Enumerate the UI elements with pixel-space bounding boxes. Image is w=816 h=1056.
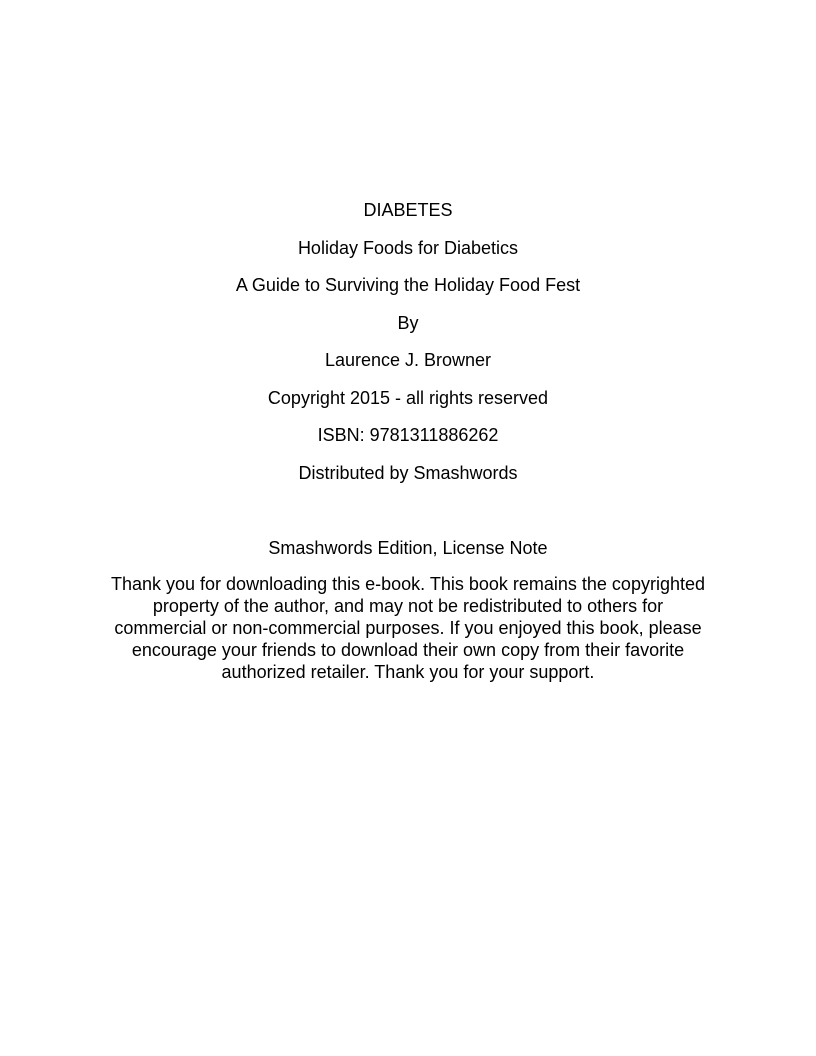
isbn: ISBN: 9781311886262	[317, 425, 499, 445]
license-line: authorized retailer. Thank you for your support.	[221, 662, 595, 682]
book-title: Holiday Foods for Diabetics	[297, 238, 519, 258]
license-line: commercial or non-commercial purposes. If you enjoyed this book, please	[114, 618, 702, 638]
subject-heading: DIABETES	[363, 200, 453, 220]
license-heading: Smashwords Edition, License Note	[268, 538, 548, 558]
distributor: Distributed by Smashwords	[298, 463, 518, 483]
book-subtitle: A Guide to Surviving the Holiday Food Fest	[235, 275, 581, 295]
author-name: Laurence J. Browner	[324, 350, 492, 370]
copyright-notice: Copyright 2015 - all rights reserved	[267, 388, 549, 408]
license-line: Thank you for downloading this e-book. This book remains the copyrighted	[110, 574, 705, 594]
license-note	[90, 573, 726, 683]
license-line: encourage your friends to download their own copy from their favorite	[131, 640, 685, 660]
by-label: By	[397, 313, 419, 333]
license-line: property of the author, and may not be redistributed to others for	[152, 596, 664, 616]
